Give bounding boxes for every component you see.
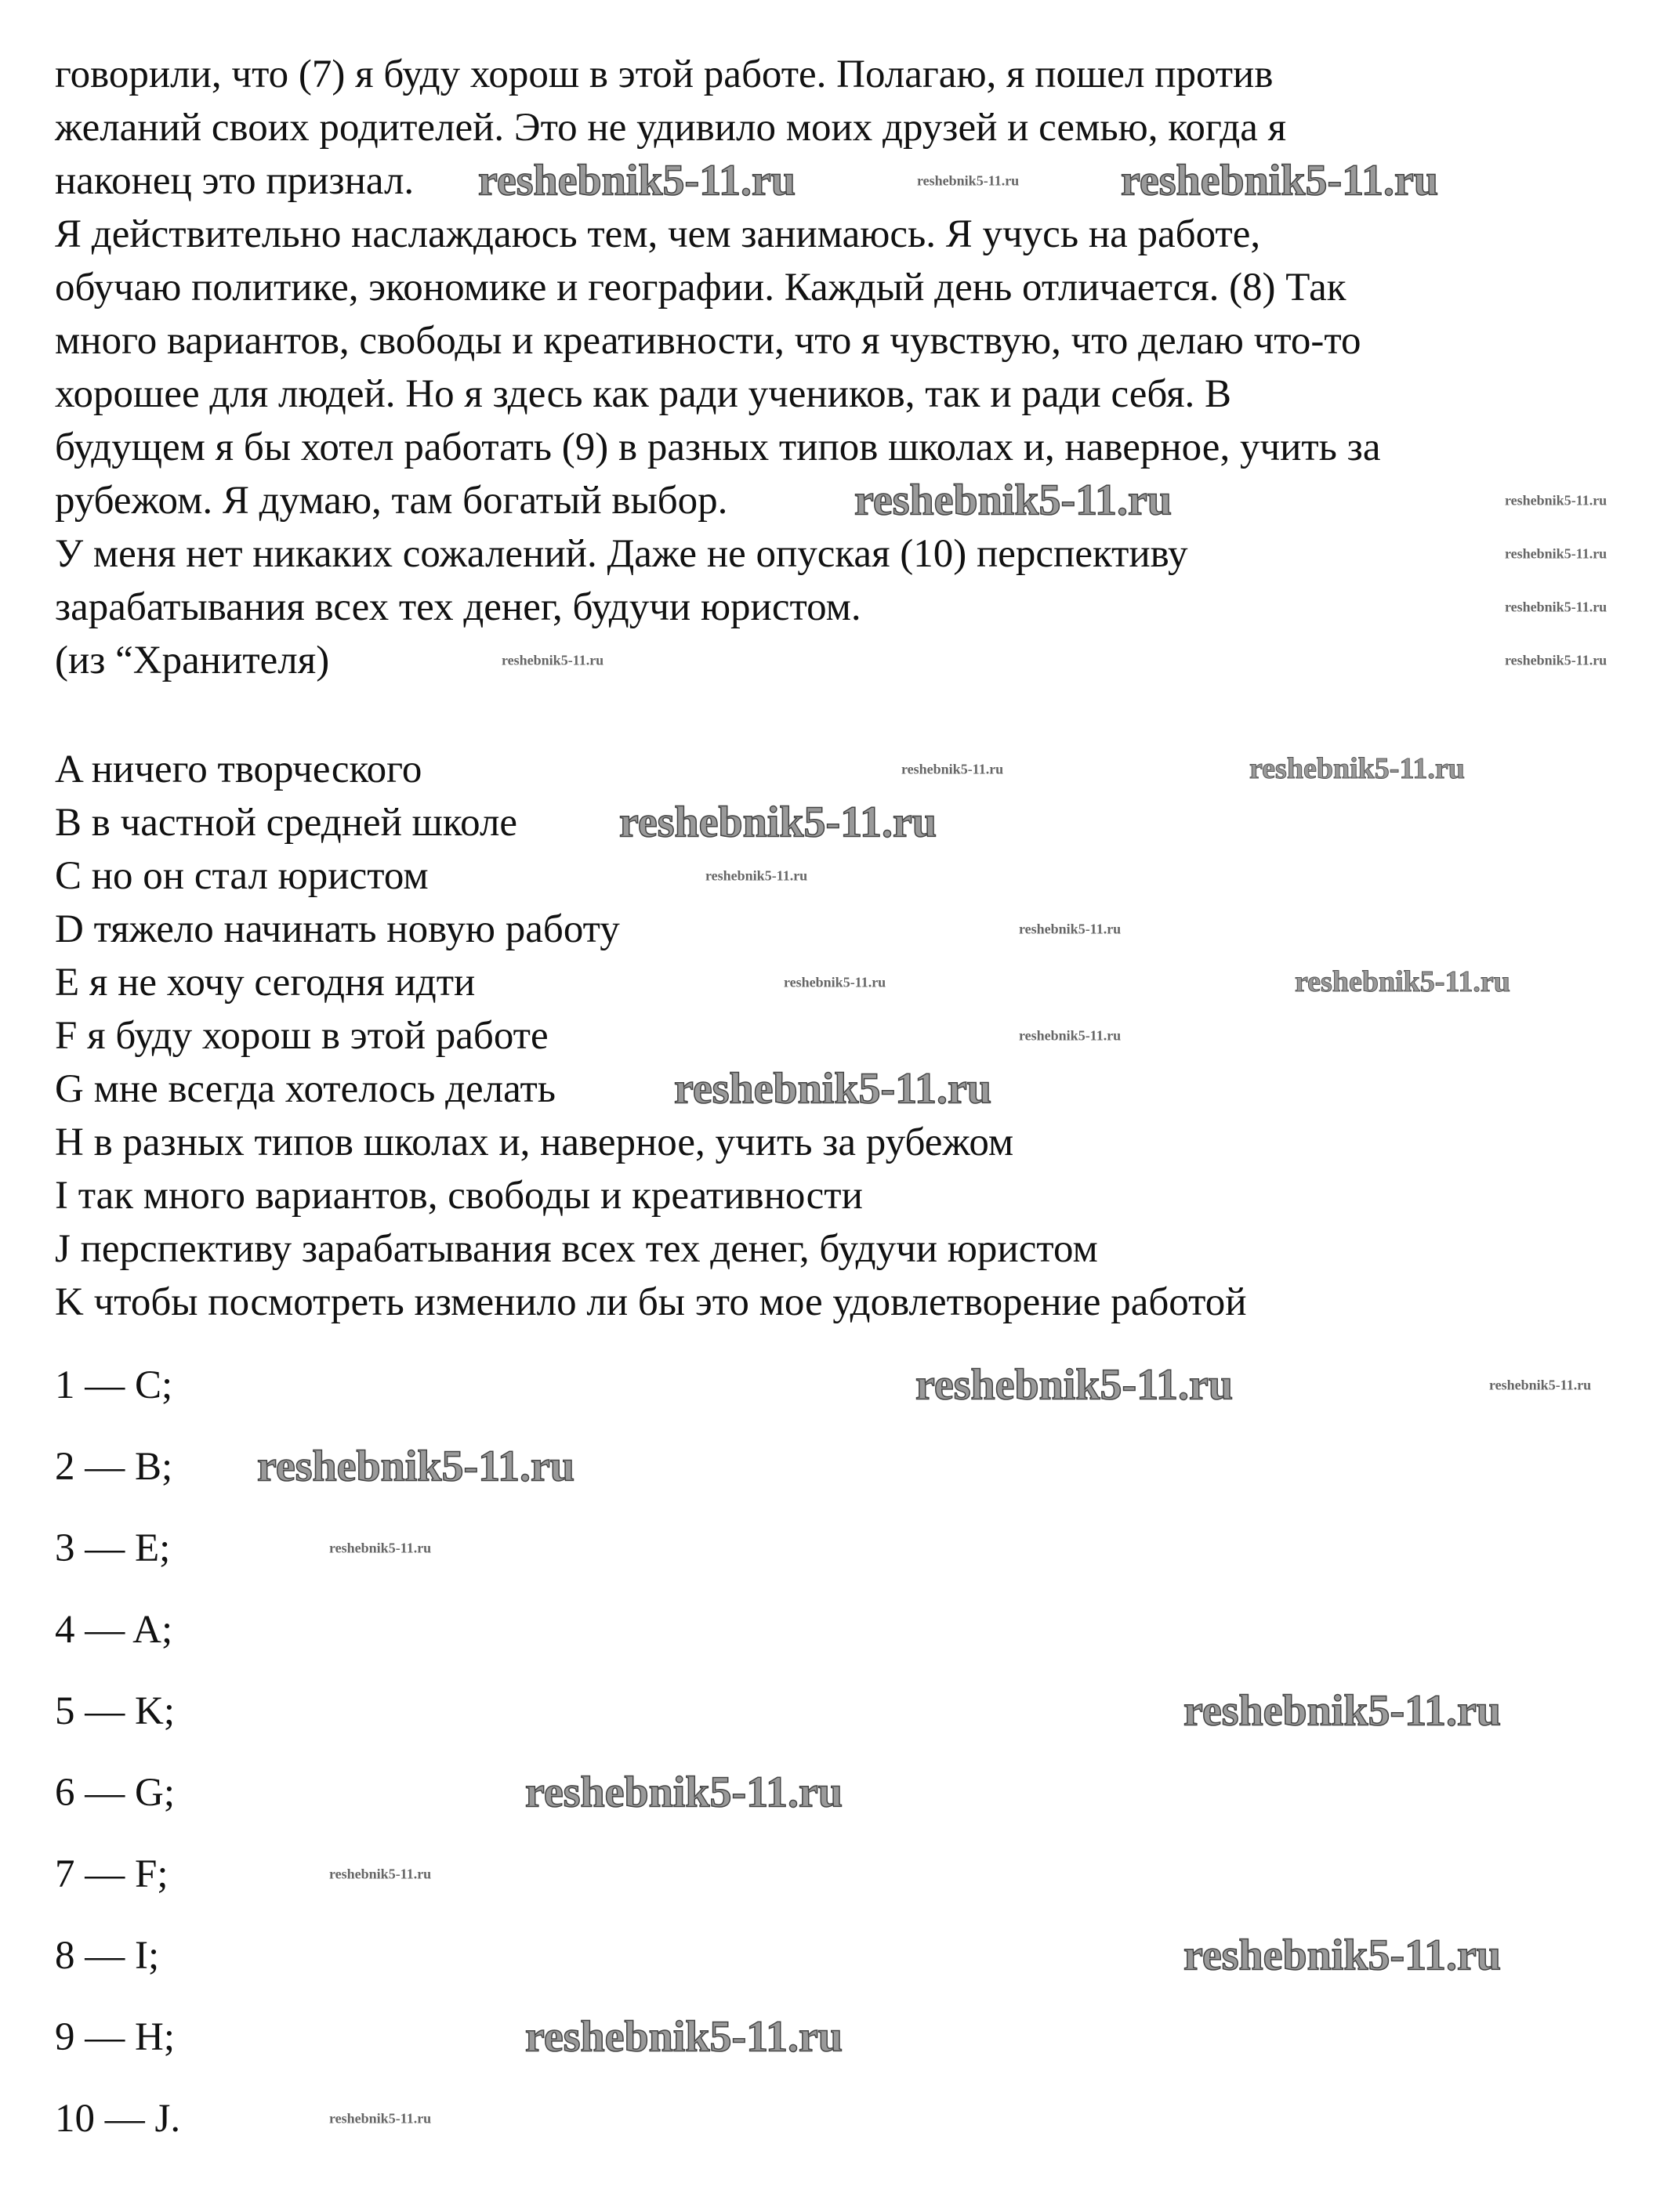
passage-line: обучаю политике, экономике и географии. Каждый день отличается. (8) Так <box>55 266 1346 310</box>
passage-line: Я действительно наслаждаюсь тем, чем занимаюсь. Я учусь на работе, <box>55 212 1261 256</box>
passage-line: хорошее для людей. Но я здесь как ради учеников, так и ради себя. В <box>55 372 1232 416</box>
watermark: reshebnik5-11.ru <box>674 1064 992 1113</box>
passage-line: рубежом. Я думаю, там богатый выбор. <box>55 479 728 523</box>
watermark: reshebnik5-11.ru <box>329 2110 432 2127</box>
watermark: reshebnik5-11.ru <box>525 2012 843 2062</box>
watermark: reshebnik5-11.ru <box>1121 156 1439 205</box>
answer-item: 8 — I; <box>55 1934 160 1978</box>
passage-line: желаний своих родителей. Это не удивило моих друзей и семью, когда я <box>55 106 1287 150</box>
answer-item: 1 — C; <box>55 1363 173 1407</box>
option-item: F я буду хорош в этой работе <box>55 1014 549 1058</box>
option-item: D тяжело начинать новую работу <box>55 907 620 951</box>
option-item: C но он стал юристом <box>55 854 429 898</box>
watermark: reshebnik5-11.ru <box>619 798 937 847</box>
watermark: reshebnik5-11.ru <box>329 1866 432 1882</box>
watermark: reshebnik5-11.ru <box>1505 492 1607 509</box>
option-item: H в разных типов школах и, наверное, учить за рубежом <box>55 1120 1014 1164</box>
watermark: reshebnik5-11.ru <box>329 1540 432 1556</box>
watermark: reshebnik5-11.ru <box>502 652 604 668</box>
watermark: reshebnik5-11.ru <box>1019 921 1122 937</box>
answer-item: 2 — B; <box>55 1445 173 1489</box>
answer-item: 5 — K; <box>55 1689 175 1733</box>
watermark: reshebnik5-11.ru <box>1019 1027 1122 1044</box>
option-item: A ничего творческого <box>55 748 422 791</box>
answer-item: 7 — F; <box>55 1852 169 1896</box>
watermark: reshebnik5-11.ru <box>257 1442 575 1491</box>
watermark: reshebnik5-11.ru <box>1295 965 1510 999</box>
option-item: K чтобы посмотреть изменило ли бы это мое удовлетворение работой <box>55 1280 1247 1324</box>
option-item: G мне всегда хотелось делать <box>55 1067 556 1111</box>
watermark: reshebnik5-11.ru <box>901 761 1004 777</box>
passage-line: У меня нет никаких сожалений. Даже не опуская (10) перспективу <box>55 532 1188 576</box>
watermark: reshebnik5-11.ru <box>915 1360 1234 1410</box>
watermark: reshebnik5-11.ru <box>525 1768 843 1817</box>
option-item: B в частной средней школе <box>55 801 518 845</box>
watermark: reshebnik5-11.ru <box>1505 545 1607 562</box>
answers-list <box>55 1359 180 2174</box>
option-item: J перспективу зарабатывания всех тех денег, будучи юристом <box>55 1227 1098 1271</box>
answer-item: 3 — E; <box>55 1526 171 1570</box>
passage-line: наконец это признал. <box>55 159 415 203</box>
option-item: I так много вариантов, свободы и креативности <box>55 1174 863 1218</box>
watermark: reshebnik5-11.ru <box>1505 652 1607 668</box>
passage-line: много вариантов, свободы и креативности, что я чувствую, что делаю что-то <box>55 319 1361 363</box>
passage-text <box>55 48 1380 687</box>
watermark: reshebnik5-11.ru <box>1489 1377 1592 1393</box>
passage-source: (из “Хранителя) <box>55 639 330 682</box>
answer-item: 9 — H; <box>55 2015 175 2059</box>
watermark: reshebnik5-11.ru <box>917 172 1020 189</box>
watermark: reshebnik5-11.ru <box>1505 599 1607 615</box>
watermark: reshebnik5-11.ru <box>478 156 796 205</box>
passage-line: зарабатывания всех тех денег, будучи юристом. <box>55 585 861 629</box>
option-item: E я не хочу сегодня идти <box>55 961 476 1005</box>
answer-item: 10 — J. <box>55 2097 181 2141</box>
watermark: reshebnik5-11.ru <box>1183 1686 1502 1736</box>
watermark: reshebnik5-11.ru <box>1183 1931 1502 1980</box>
passage-line: будущем я бы хотел работать (9) в разных типов школах и, наверное, учить за <box>55 425 1381 469</box>
answer-item: 6 — G; <box>55 1771 175 1815</box>
watermark: reshebnik5-11.ru <box>1249 752 1465 786</box>
answer-item: 4 — A; <box>55 1608 173 1652</box>
passage-line: говорили, что (7) я буду хорош в этой работе. Полагаю, я пошел против <box>55 52 1274 96</box>
watermark: reshebnik5-11.ru <box>784 974 886 990</box>
watermark: reshebnik5-11.ru <box>854 476 1173 525</box>
watermark: reshebnik5-11.ru <box>705 867 808 884</box>
